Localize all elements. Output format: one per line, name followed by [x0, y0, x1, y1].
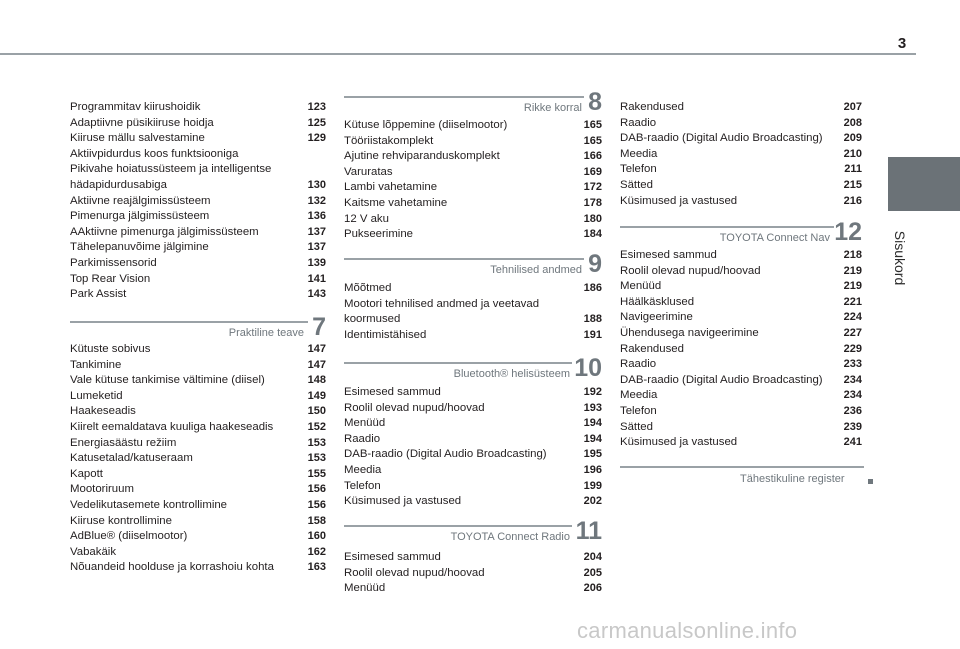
toc-entry-page: 195: [583, 448, 602, 461]
toc-entry-page: 188: [583, 313, 602, 326]
toc-entry-title: Identimistähised: [344, 328, 427, 341]
toc-entry[interactable]: [344, 212, 602, 228]
toc-entry[interactable]: [620, 162, 862, 178]
toc-entry-title: Sätted: [620, 420, 653, 433]
index-section-title: Tähestikuline register: [740, 473, 845, 485]
toc-entry[interactable]: [70, 287, 326, 303]
toc-entry-page: 166: [583, 150, 602, 163]
toc-entry-title: Kiiruse mällu salvestamine: [70, 132, 205, 145]
watermark: carmanualsonline.info: [577, 618, 798, 643]
toc-entry-title: Nõuandeid hoolduse ja korrashoiu kohta: [70, 561, 274, 574]
toc-entry-title: Rakendused: [620, 342, 684, 355]
toc-entry-title: AdBlue® (diiselmootor): [70, 530, 188, 543]
section-12-title: TOYOTA Connect Nav: [719, 232, 830, 244]
section-10-number: 10: [574, 354, 602, 382]
top-rule: [0, 53, 916, 55]
toc-entry-page: 234: [843, 373, 862, 386]
toc-entry-title: Varuratas: [344, 165, 393, 178]
toc-entry[interactable]: [70, 240, 326, 256]
toc-entry[interactable]: [620, 131, 862, 147]
toc-entry[interactable]: [620, 373, 862, 389]
toc-entry[interactable]: [344, 118, 602, 134]
toc-entry-page: 236: [843, 405, 862, 417]
toc-entry[interactable]: [70, 225, 326, 241]
toc-entry[interactable]: [344, 494, 602, 510]
toc-entry-title: Pimenurga jälgimissüsteem: [70, 210, 210, 223]
toc-entry-title: AAktiivne pimenurga jälgimissüsteem: [70, 225, 259, 238]
toc-entry-page: 192: [583, 386, 602, 398]
toc-entry-page: 147: [307, 358, 326, 371]
toc-entry-title: Raadio: [620, 116, 657, 129]
toc-entry-page: 210: [843, 147, 862, 160]
toc-entry-page: 184: [583, 228, 602, 241]
toc-entry-page: 150: [307, 405, 326, 418]
toc-entry-title: Raadio: [620, 358, 657, 371]
toc-entry[interactable]: [344, 385, 602, 401]
toc-entry-title: Raadio: [344, 432, 381, 445]
toc-entry[interactable]: [344, 165, 602, 181]
toc-entry-page: 165: [583, 119, 602, 131]
toc-entry-page: 147: [307, 343, 326, 355]
toc-entry-title: Kütuste sobivus: [70, 343, 151, 355]
toc-entry[interactable]: [70, 545, 326, 561]
toc-entry-title: Programmitav kiirushoidik: [70, 101, 201, 113]
toc-entry-title: Meedia: [344, 464, 382, 476]
toc-entry-title: Mootoriruum: [70, 483, 134, 496]
toc-entry-page: 241: [843, 436, 862, 449]
toc-entry-page: 216: [843, 194, 862, 207]
toc-entry-page: 125: [307, 116, 326, 129]
toc-entry-page: 152: [307, 421, 326, 433]
toc-entry-title: Häälkäsklused: [620, 295, 695, 308]
toc-entry-page: 137: [307, 241, 326, 254]
toc-entry-page: 193: [583, 401, 602, 414]
toc-entry[interactable]: [344, 401, 602, 417]
toc-entry[interactable]: [344, 566, 602, 582]
toc-entry-title: Küsimused ja vastused: [344, 495, 462, 508]
toc-entry-title: Lumeketid: [70, 389, 123, 402]
toc-entry-page: 204: [583, 551, 602, 563]
toc-entry[interactable]: [344, 416, 602, 432]
toc-entry[interactable]: [620, 404, 862, 420]
toc-entry[interactable]: [70, 194, 326, 210]
toc-entry-page: 205: [583, 566, 602, 579]
toc-entry-title: Telefon: [344, 479, 381, 492]
toc-entry-page: 209: [843, 132, 862, 145]
toc-entry-title: Tähelepanuvõime jälgimine: [70, 241, 209, 254]
section-7-title: Praktiline teave: [228, 327, 304, 339]
toc-entry-title: Pikivahe hoiatussüsteem ja intelligentse: [70, 163, 272, 176]
toc-entry-page: 163: [307, 561, 326, 574]
toc-entry-title: Pukseerimine: [344, 228, 414, 241]
section-8-title: Rikke korral: [523, 102, 582, 114]
toc-entry[interactable]: [344, 134, 602, 150]
toc-entry[interactable]: [70, 467, 326, 483]
toc-entry-page: 208: [843, 116, 862, 129]
toc-entry[interactable]: [620, 295, 862, 311]
toc-entry-page: 153: [307, 452, 326, 465]
toc-entry-page: 153: [307, 436, 326, 449]
toc-entry-title: Menüüd: [344, 417, 386, 430]
toc-entry-page: 165: [583, 134, 602, 147]
toc-entry-title: Parkimissensorid: [70, 257, 157, 269]
toc-entry-title: Meedia: [620, 389, 658, 402]
toc-entry-page: 158: [307, 514, 326, 527]
toc-entry-title: Roolil olevad nupud/hoovad: [620, 264, 761, 277]
toc-entry-title: Aktiivpidurdus koos funktsiooniga: [70, 147, 239, 160]
toc-entry[interactable]: [620, 326, 862, 342]
toc-entry[interactable]: [70, 209, 326, 225]
toc-entry-title: Telefon: [620, 163, 657, 176]
toc-entry[interactable]: [620, 178, 862, 194]
toc-entry[interactable]: [344, 463, 602, 479]
toc-entry-page: 156: [307, 483, 326, 496]
toc-entry[interactable]: [344, 297, 602, 313]
toc-entry-page: 123: [307, 101, 326, 113]
toc-entry[interactable]: [344, 581, 602, 597]
toc-entry-page: 155: [307, 467, 326, 480]
toc-entry-page: 219: [843, 280, 862, 293]
toc-entry[interactable]: [620, 388, 862, 404]
toc-entry-page: 180: [583, 212, 602, 225]
toc-entry-title: Meedia: [620, 147, 658, 160]
toc-entry[interactable]: [620, 420, 862, 436]
toc-entry-title: Ühendusega navigeerimine: [620, 327, 759, 339]
toc-entry-page: 136: [307, 210, 326, 223]
toc-entry-title: Kiiruse kontrollimine: [70, 514, 172, 527]
toc-entry-title: Tööriistakomplekt: [344, 134, 434, 147]
toc-entry[interactable]: [344, 447, 602, 463]
toc-entry-page: 139: [307, 257, 326, 269]
toc-entry-page: 233: [843, 358, 862, 371]
toc-entry-page: 221: [843, 295, 862, 308]
toc-entry[interactable]: [70, 451, 326, 467]
section-10-title: Bluetooth® helisüsteem: [453, 368, 570, 380]
toc-entry-title: Sätted: [620, 179, 653, 191]
toc-entry-page: 219: [843, 264, 862, 277]
toc-entry[interactable]: [70, 560, 326, 576]
toc-entry-page: 141: [307, 272, 326, 285]
toc-entry-title: hädapidurdusabiga: [70, 179, 167, 191]
toc-entry-page: 224: [843, 311, 862, 324]
toc-entry[interactable]: [70, 514, 326, 530]
section-11-title: TOYOTA Connect Radio: [450, 531, 570, 543]
toc-entry-title: Esimesed sammud: [620, 249, 717, 261]
page-number: 3: [897, 35, 907, 52]
section-9-number: 9: [588, 250, 602, 278]
toc-entry-title: Roolil olevad nupud/hoovad: [344, 401, 485, 414]
toc-entry-page: 162: [307, 545, 326, 558]
toc-entry[interactable]: [344, 479, 602, 495]
section-8-number: 8: [588, 88, 602, 116]
toc-entry-title: Kiirelt eemaldatava kuuliga haakeseadis: [70, 421, 274, 433]
toc-entry[interactable]: [70, 116, 326, 132]
toc-entry[interactable]: [344, 149, 602, 165]
toc-entry-title: DAB-raadio (Digital Audio Broadcasting): [620, 132, 823, 145]
section-12-number: 12: [834, 218, 862, 246]
toc-entry-title: Park Assist: [70, 288, 127, 301]
toc-entry[interactable]: [70, 178, 326, 194]
toc-entry-page: 169: [583, 165, 602, 178]
toc-entry[interactable]: [620, 310, 862, 326]
toc-entry-page: 194: [583, 432, 602, 445]
toc-entry[interactable]: [70, 131, 326, 147]
toc-entry-title: Mootori tehnilised andmed ja veetavad: [344, 297, 540, 310]
toc-entry[interactable]: [70, 162, 326, 178]
toc-entry-page: 160: [307, 530, 326, 543]
toc-entry-title: Vedelikutasemete kontrollimine: [70, 499, 228, 511]
toc-entry[interactable]: [70, 373, 326, 389]
toc-entry-title: Esimesed sammud: [344, 551, 441, 563]
toc-entry[interactable]: [620, 342, 862, 358]
toc-entry[interactable]: [70, 100, 326, 116]
toc-entry[interactable]: [620, 248, 862, 264]
toc-entry-title: Ajutine rehviparanduskomplekt: [344, 150, 500, 163]
toc-entry-title: Katusetalad/katuseraam: [70, 452, 193, 465]
section-11-header: [344, 517, 602, 551]
toc-entry-title: Kütuse lõppemine (diiselmootor): [344, 119, 508, 131]
toc-entry-title: 12 V aku: [344, 212, 389, 225]
toc-entry-page: 211: [844, 163, 862, 176]
toc-entry-title: Vale kütuse tankimise vältimine (diisel): [70, 374, 265, 387]
toc-entry-title: Menüüd: [344, 582, 386, 595]
toc-entry[interactable]: [70, 420, 326, 436]
toc-entry-page: 132: [307, 194, 326, 207]
side-tab-label: Sisukord: [892, 230, 908, 286]
toc-entry[interactable]: [344, 227, 602, 243]
section-9-title: Tehnilised andmed: [490, 264, 582, 276]
section-7-number: 7: [312, 313, 326, 341]
toc-entry-title: Küsimused ja vastused: [620, 194, 738, 207]
toc-entry[interactable]: [70, 404, 326, 420]
toc-entry-page: 234: [843, 389, 862, 402]
toc-entry-title: Energiasäästu režiim: [70, 436, 177, 449]
toc-entry[interactable]: [344, 196, 602, 212]
toc-entry[interactable]: [70, 389, 326, 405]
toc-entry-page: 148: [307, 374, 326, 387]
toc-entry[interactable]: [344, 312, 602, 328]
toc-entry-title: Kaitsme vahetamine: [344, 197, 448, 209]
toc-entry[interactable]: [70, 147, 326, 163]
toc-entry-title: Esimesed sammud: [344, 386, 441, 398]
toc-entry-title: Lambi vahetamine: [344, 181, 438, 194]
toc-entry-page: 149: [307, 389, 326, 402]
index-square-icon: [868, 479, 873, 484]
toc-entry-page: 129: [307, 132, 326, 145]
toc-entry[interactable]: [344, 550, 602, 566]
toc-entry-page: 229: [843, 342, 862, 355]
toc-entry-title: Telefon: [620, 405, 657, 417]
toc-entry[interactable]: [70, 529, 326, 545]
toc-entry[interactable]: [70, 358, 326, 374]
toc-entry-title: Küsimused ja vastused: [620, 436, 738, 449]
toc-entry-title: Haakeseadis: [70, 405, 136, 418]
toc-entry[interactable]: [620, 194, 862, 210]
toc-entry-page: 194: [583, 417, 602, 430]
toc-entry[interactable]: [620, 279, 862, 295]
toc-entry[interactable]: [344, 281, 602, 297]
toc-entry-title: Menüüd: [620, 280, 662, 293]
toc-entry[interactable]: [620, 116, 862, 132]
section-11-number: 11: [575, 517, 602, 545]
toc-entry[interactable]: [70, 272, 326, 288]
toc-entry-title: Adaptiivne püsikiiruse hoidja: [70, 116, 214, 129]
toc-entry[interactable]: [70, 256, 326, 272]
toc-entry[interactable]: [70, 498, 326, 514]
toc-entry-page: 202: [583, 495, 602, 508]
toc-entry[interactable]: [620, 147, 862, 163]
side-tab: [888, 157, 960, 211]
toc-entry-page: 186: [583, 282, 602, 294]
toc-entry-title: DAB-raadio (Digital Audio Broadcasting): [620, 373, 823, 386]
toc-entry-title: Roolil olevad nupud/hoovad: [344, 566, 485, 579]
toc-entry[interactable]: [620, 100, 862, 116]
toc-entry-page: 137: [307, 225, 326, 238]
toc-entry-page: 206: [583, 582, 602, 595]
toc-entry-page: 227: [843, 327, 862, 339]
toc-entry-page: 196: [583, 464, 602, 476]
toc-entry-title: Rakendused: [620, 101, 684, 113]
toc-entry-page: 218: [843, 249, 862, 261]
toc-entry-title: Navigeerimine: [620, 311, 693, 324]
toc-entry-title: Vabakäik: [70, 545, 117, 558]
toc-entry-page: 239: [843, 420, 862, 433]
toc-entry[interactable]: [344, 328, 602, 344]
toc-entry-page: 215: [843, 179, 862, 191]
toc-entry-page: 143: [307, 288, 326, 301]
toc-entry-page: 191: [583, 328, 602, 341]
toc-entry[interactable]: [344, 180, 602, 196]
toc-entry-page: 156: [307, 499, 326, 511]
toc-entry-page: 178: [583, 197, 602, 209]
toc-entry-title: Aktiivne reajälgimissüsteem: [70, 194, 211, 207]
toc-entry-page: 130: [307, 179, 326, 191]
toc-entry-page: 172: [583, 181, 602, 194]
toc-entry-page: 207: [843, 101, 862, 113]
toc-entry-title: Tankimine: [70, 358, 122, 371]
toc-entry[interactable]: [70, 482, 326, 498]
toc-entry[interactable]: [70, 436, 326, 452]
toc-entry[interactable]: [70, 342, 326, 358]
toc-entry-title: koormused: [344, 313, 401, 326]
toc-entry-title: Mõõtmed: [344, 282, 392, 294]
toc-entry[interactable]: [620, 357, 862, 373]
toc-entry-title: Top Rear Vision: [70, 272, 151, 285]
toc-entry-title: Kapott: [70, 467, 103, 480]
toc-entry[interactable]: [620, 264, 862, 280]
toc-entry[interactable]: [344, 432, 602, 448]
toc-entry[interactable]: [620, 435, 862, 451]
toc-entry-title: DAB-raadio (Digital Audio Broadcasting): [344, 448, 547, 461]
toc-entry-page: 199: [583, 479, 602, 492]
